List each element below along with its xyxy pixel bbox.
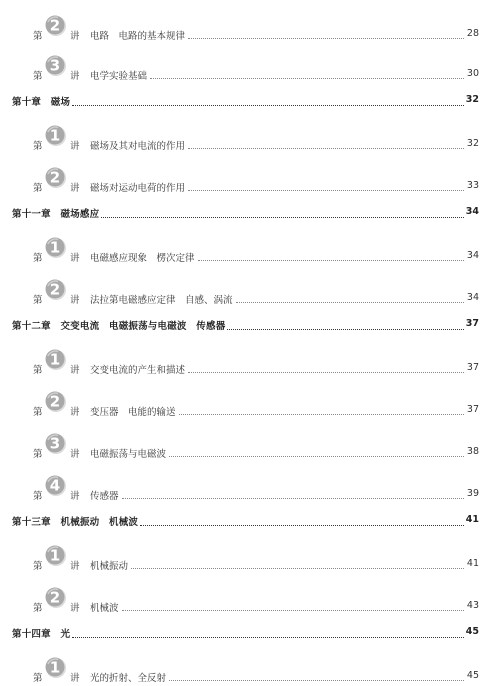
lesson-prefix: 第	[33, 603, 43, 614]
toc-lesson-row[interactable]	[0, 238, 489, 266]
lesson-prefix: 第	[33, 31, 43, 42]
lesson-number: 1	[49, 350, 61, 369]
lesson-number-badge-icon	[44, 433, 68, 459]
lesson-prefix: 第	[33, 253, 43, 264]
lesson-prefix: 第	[33, 141, 43, 152]
lesson-number-badge-icon	[44, 391, 68, 417]
chapter-title: 第十三章 机械振动 机械波	[12, 517, 139, 528]
lesson-suffix: 讲	[70, 491, 80, 502]
lesson-number: 3	[49, 56, 61, 75]
lesson-title: 法拉第电磁感应定律 自感、涡流	[90, 295, 233, 306]
lesson-title: 光的折射、全反射	[90, 673, 167, 684]
toc-lesson-row[interactable]	[0, 546, 489, 574]
page-number: 38	[466, 446, 479, 457]
lesson-prefix: 第	[33, 673, 43, 684]
page-number: 37	[466, 404, 479, 415]
chapter-title: 第十一章 磁场感应	[12, 209, 100, 220]
lesson-suffix: 讲	[70, 31, 80, 42]
toc-lesson-row[interactable]	[0, 588, 489, 616]
dot-leader	[72, 637, 464, 638]
toc-lesson-row[interactable]	[0, 280, 489, 308]
toc-lesson-row[interactable]	[0, 392, 489, 420]
lesson-number-badge-icon	[44, 657, 68, 683]
chapter-title: 第十四章 光	[12, 629, 71, 640]
toc-lesson-row[interactable]	[0, 658, 489, 686]
lesson-title: 磁场对运动电荷的作用	[90, 183, 186, 194]
lesson-prefix: 第	[33, 449, 43, 460]
lesson-number-badge-icon	[44, 279, 68, 305]
lesson-prefix: 第	[33, 71, 43, 82]
lesson-number-badge-icon	[44, 349, 68, 375]
lesson-suffix: 讲	[70, 141, 80, 152]
dot-leader	[169, 456, 464, 457]
toc-lesson-row[interactable]	[0, 434, 489, 462]
lesson-title: 变压器 电能的输送	[90, 407, 176, 418]
lesson-prefix: 第	[33, 295, 43, 306]
lesson-suffix: 讲	[70, 673, 80, 684]
lesson-suffix: 讲	[70, 295, 80, 306]
lesson-title: 磁场及其对电流的作用	[90, 141, 186, 152]
lesson-number-badge-icon	[44, 15, 68, 41]
lesson-prefix: 第	[33, 561, 43, 572]
page-number: 45	[465, 626, 479, 637]
lesson-number: 3	[49, 434, 61, 453]
toc-chapter-row[interactable]	[0, 316, 489, 336]
lesson-title: 机械波	[90, 603, 119, 614]
dot-leader	[140, 525, 464, 526]
dot-leader	[122, 498, 464, 499]
page-number: 33	[466, 180, 479, 191]
page-number: 32	[465, 94, 479, 105]
lesson-title: 电路 电路的基本规律	[90, 31, 186, 42]
page-number: 34	[466, 250, 479, 261]
page-number: 39	[466, 488, 479, 499]
lesson-suffix: 讲	[70, 253, 80, 264]
lesson-prefix: 第	[33, 407, 43, 418]
dot-leader	[188, 38, 464, 39]
toc-lesson-row[interactable]	[0, 350, 489, 378]
dot-leader	[150, 78, 464, 79]
lesson-number: 1	[49, 238, 61, 257]
lesson-number-badge-icon	[44, 125, 68, 151]
toc-lesson-row[interactable]	[0, 126, 489, 154]
page-number: 41	[465, 514, 479, 525]
toc-lesson-row[interactable]	[0, 168, 489, 196]
dot-leader	[179, 414, 464, 415]
page-number: 34	[465, 206, 479, 217]
lesson-suffix: 讲	[70, 603, 80, 614]
lesson-number-badge-icon	[44, 167, 68, 193]
lesson-suffix: 讲	[70, 449, 80, 460]
dot-leader	[122, 610, 464, 611]
lesson-title: 传感器	[90, 491, 119, 502]
lesson-number: 1	[49, 126, 61, 145]
lesson-number-badge-icon	[44, 545, 68, 571]
lesson-number: 1	[49, 546, 61, 565]
dot-leader	[131, 568, 464, 569]
lesson-number: 2	[49, 16, 61, 35]
dot-leader	[227, 329, 463, 330]
page-number: 32	[466, 138, 479, 149]
chapter-title: 第十二章 交变电流 电磁振荡与电磁波 传感器	[12, 321, 226, 332]
lesson-title: 电磁振荡与电磁波	[90, 449, 167, 460]
lesson-title: 电学实验基础	[90, 71, 148, 82]
toc-lesson-row[interactable]	[0, 56, 489, 84]
dot-leader	[198, 260, 464, 261]
lesson-title: 机械振动	[90, 561, 129, 572]
toc-chapter-row[interactable]	[0, 512, 489, 532]
page-number: 45	[466, 670, 479, 681]
lesson-prefix: 第	[33, 491, 43, 502]
dot-leader	[188, 148, 464, 149]
dot-leader	[236, 302, 464, 303]
lesson-suffix: 讲	[70, 365, 80, 376]
page-number: 28	[466, 28, 479, 39]
page-number: 34	[466, 292, 479, 303]
lesson-number-badge-icon	[44, 587, 68, 613]
lesson-number: 1	[49, 658, 61, 677]
toc-lesson-row[interactable]	[0, 476, 489, 504]
lesson-suffix: 讲	[70, 561, 80, 572]
dot-leader	[169, 680, 464, 681]
lesson-title: 电磁感应现象 楞次定律	[90, 253, 195, 264]
chapter-title: 第十章 磁场	[12, 97, 71, 108]
dot-leader	[188, 190, 464, 191]
lesson-number-badge-icon	[44, 237, 68, 263]
lesson-number: 4	[49, 476, 61, 495]
lesson-suffix: 讲	[70, 407, 80, 418]
toc-lesson-row[interactable]	[0, 16, 489, 44]
dot-leader	[188, 372, 464, 373]
lesson-number: 2	[49, 588, 61, 607]
lesson-prefix: 第	[33, 183, 43, 194]
page-number: 30	[466, 68, 479, 79]
dot-leader	[101, 217, 463, 218]
page-number: 41	[466, 558, 479, 569]
lesson-number-badge-icon	[44, 55, 68, 81]
lesson-title: 交变电流的产生和描述	[90, 365, 186, 376]
lesson-prefix: 第	[33, 365, 43, 376]
toc-chapter-row[interactable]	[0, 204, 489, 224]
lesson-number-badge-icon	[44, 475, 68, 501]
toc-chapter-row[interactable]	[0, 624, 489, 644]
dot-leader	[72, 105, 464, 106]
lesson-suffix: 讲	[70, 71, 80, 82]
page-number: 37	[466, 362, 479, 373]
lesson-suffix: 讲	[70, 183, 80, 194]
lesson-number: 2	[49, 168, 61, 187]
page-number: 37	[465, 318, 479, 329]
lesson-number: 2	[49, 280, 61, 299]
page-number: 43	[466, 600, 479, 611]
lesson-number: 2	[49, 392, 61, 411]
toc-chapter-row[interactable]	[0, 92, 489, 112]
